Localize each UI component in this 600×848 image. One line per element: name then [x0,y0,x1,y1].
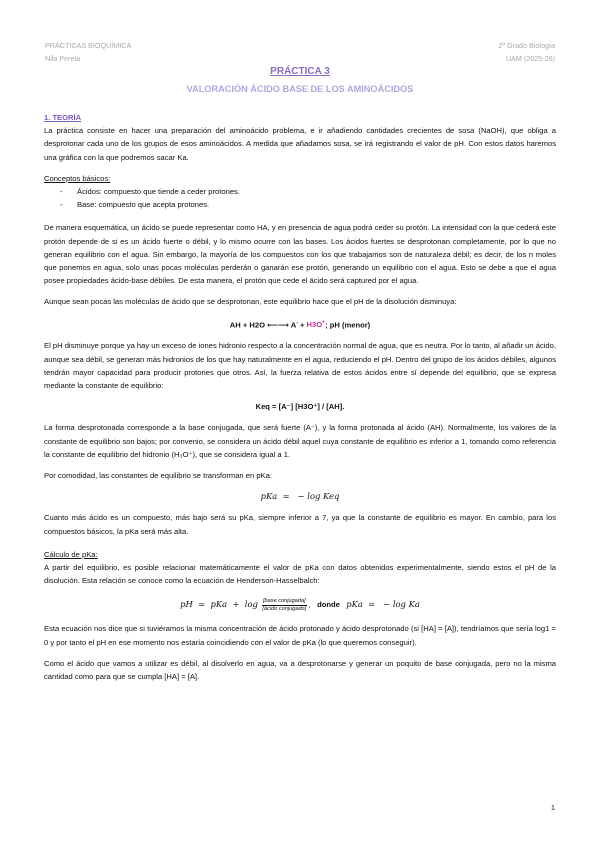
equation-dissociation [44,317,556,332]
header-degree: 2º Grado Biología [498,41,555,50]
page-title: PRÁCTICA 3 [270,66,330,77]
document-body [44,111,556,683]
paragraph-ph: El pH disminuye porque ya hay un exceso de iones hidronio respecto a la concentración normal de agua, que es neutra. Por lo tanto, al añadir un ácido, aunque sea débil, se generan más hidronios de los que hay naturalmente en el agua, reduciendo el pH. Dentro del grupo de los ácidos débiles, algunos tendrán mayor capacidad para producir protones que otros. Así, la fuerza relativa de estos ácidos entre sí depende del equilibrio, que se expresa mediante la constante de equilibrio: [44,341,556,390]
equation-keq: Keq = [A⁻] [H3O⁺] / [AH]. [255,402,345,412]
paragraph-equal-concentrations: Esta ecuación nos dice que si tuviéramos la misma concentración de ácido protonado y ácido desprotonado (si [HA] = [A]), tendríamos que sería log1 = 0 y por tanto el pH en ese momento nos estaría coincidiendo con el valor de pKa (lo que queremos conseguir). [44,624,556,647]
header-right [498,40,555,65]
header-course: PRÁCTICAS BIOQUÍMICA [45,41,132,50]
hydronium-text: H3O [306,320,323,330]
equation-plus: + [297,320,307,330]
hh-denominator: [ácido conjugado] [262,605,307,612]
paragraph-pka-intro: Por comodidad, las constantes de equilibrio se transforman en pKa: [44,471,272,480]
paragraph-equilibrium: Aunque sean pocas las moléculas de ácido que se desprotonan, este equilibrio hace que el pH de la disolución disminuya: [44,297,457,307]
paragraph-pka-acidity: Cuanto más ácido es un compuesto, más bajo será su pKa, siempre inferior a 7, ya que la constante de equilibrio es mayor. En cambio, para los compuestos básicos, la pKa será más alta. [44,513,556,536]
charge-plus: + [322,319,326,326]
section-heading-teoria: 1. TEORÍA [44,113,82,122]
list-item: - Ácidos: compuesto que tiende a ceder protones. [60,185,556,198]
paragraph-acid-definition: De manera esquemática, un ácido se puede representar como HA, y en presencia de agua podrá ceder su protón. La intensidad con la que cederá este protón depende de si es un ácido fuerte o débil, y lo mismo ocurre con las bases. Los ácidos fuertes se desprotonan completamente, por lo que no generan equilibrio con el agua. Sin embargo, la mayoría de los compuestos con los que trabajamos son de naturaleza débil; es decir, de los n moles que ponemos en agua, solo unas pocas moléculas perderán o ganarán ese protón, generando un equilibrio con el agua. Esto se debe a que el agua posee propiedades ácido-base débiles. De esta manera, el protón que cede el ácido será captured por el agua. [44,223,556,286]
hh-donde: donde [317,600,340,610]
paragraph-henderson: A partir del equilibrio, es posible relacionar matemáticamente el valor de pKa con datos obtenidos experimentalmente, siendo estos el pH de la disolución. Esta relación se conoce como la ecuación de Henderson-Hasselbalch: [44,563,556,586]
hh-fraction [262,598,307,613]
paragraph-intro: La práctica consiste en hacer una preparación del aminoácido problema, e ir añadiendo cantidades crecientes de sosa (NaOH), que obliga a desprotonar cada uno de los grupos de esos aminoácidos. A medida que añadamos sosa, se irá registrando el valor de pH. Con estos datos haremos una gráfica con la que podremos sacar Ka. [44,126,556,162]
header-left [45,40,131,65]
header-author: Nila Perela [45,53,81,63]
hh-right: pKa = − log Ka [346,599,420,610]
equation-left: AH + H2O ⟵⟶ A [229,320,297,330]
paragraph-weak-acid: Como el ácido que vamos a utilizar es débil, al disolverlo en agua, va a desprotonarse y generar un poquito de base conjugada, pero no la misma cantidad como para que se cumpla [HA] = [A]. [44,658,556,682]
equation-right: ; pH (menor) [325,320,371,330]
page-number: 1 [550,803,555,812]
conceptos-list [44,185,556,211]
hh-left: pH = pKa + log [180,599,258,610]
conceptos-heading: Conceptos básicos: [44,173,111,183]
equation-henderson-hasselbalch [44,595,556,614]
header-university: UAM (2025-26) [505,53,555,63]
hh-numerator: [base conjugada] [263,597,306,604]
hh-comma: , [308,600,311,610]
page-subtitle: VALORACIÓN ÁCIDO BASE DE LOS AMINOÁCIDOS [186,84,414,94]
paragraph-conjugate-base: La forma desprotonada corresponde a la base conjugada, que será fuerte (A⁻), y la forma protonada al ácido (AH). Normalmente, los valores de la constante de equilibrio son bajos; por convenio, se considera un ácido débil aquel cuya constante de equilibrio es inferior a 1, tomando como referencia la constante de equilibrio del hidronio (H₃O⁺), que se considera igual a 1. [44,423,556,459]
equation-pka: pKa = − log Keq [260,491,340,502]
list-item: - Base: compuesto que acepta protones. [60,198,556,211]
charge-minus: - [296,319,298,326]
hydronium-highlight [307,320,326,329]
calculo-heading: Cálculo de pKa: [44,549,98,559]
